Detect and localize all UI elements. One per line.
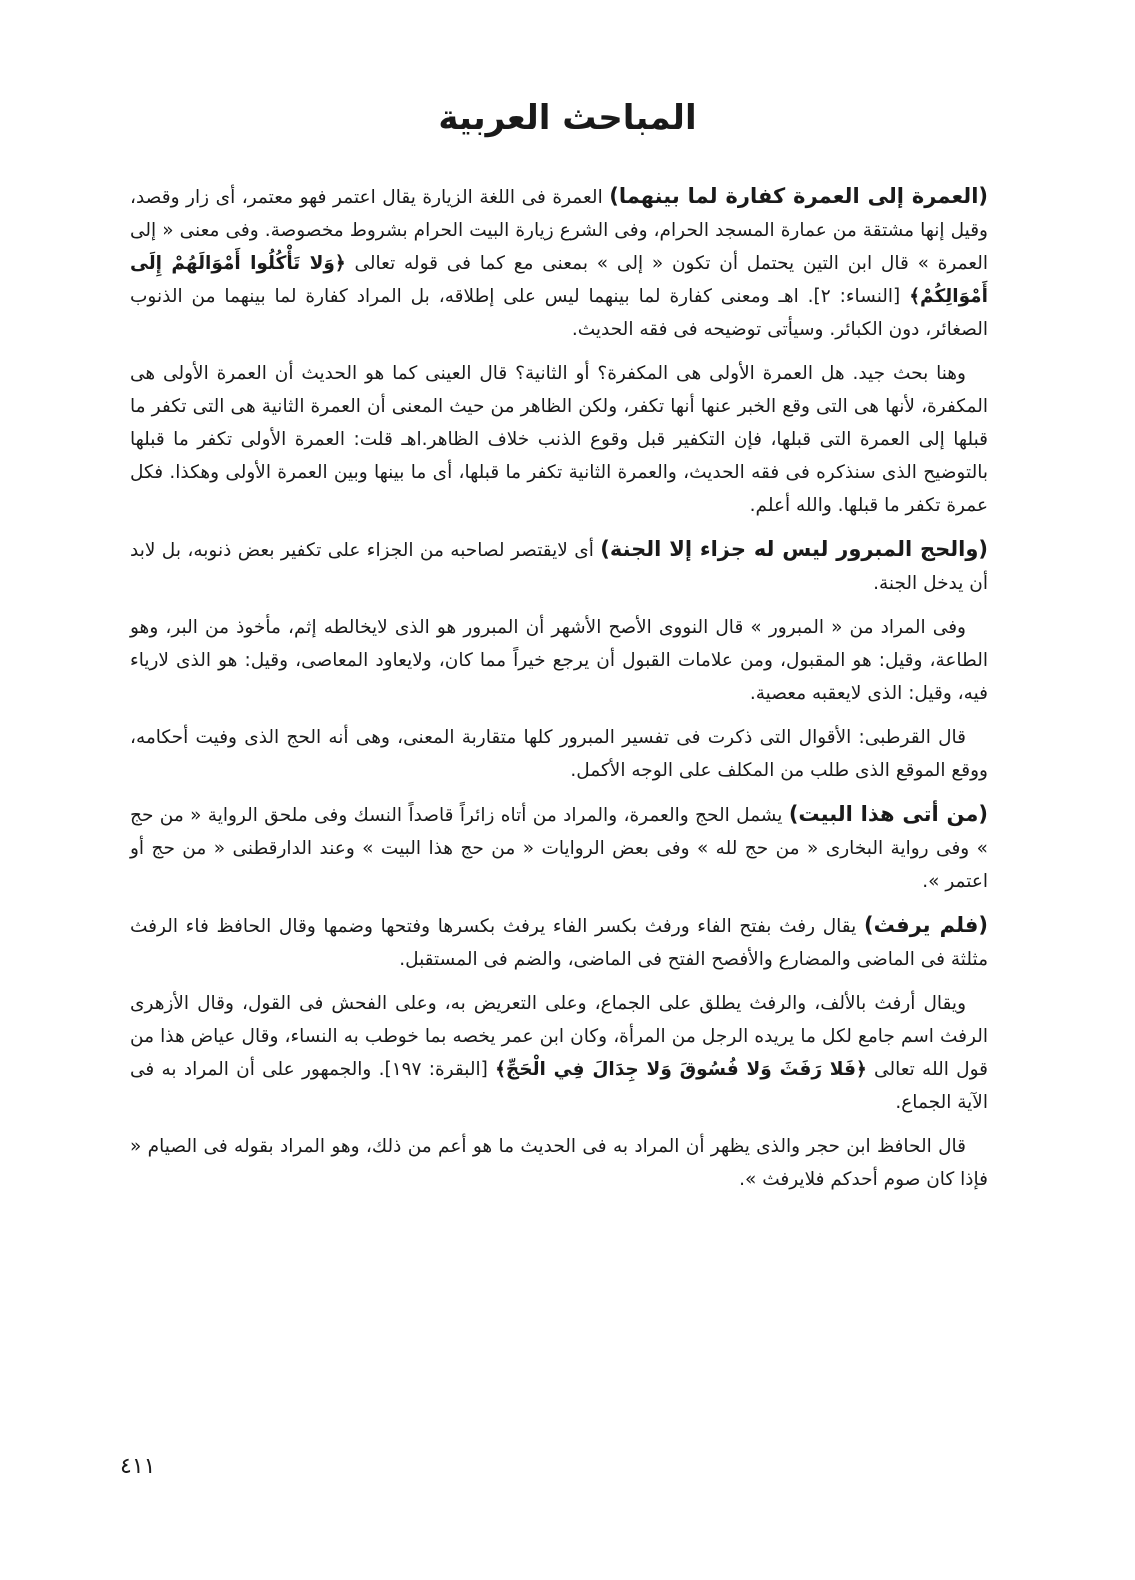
paragraph-text: يشمل الحج والعمرة، والمراد من أتاه زائراً قاصداً النسك وفى ملحق الرواية « من حج » وفى رواية البخارى « من حج لله » وفى بعض الروايات « من حج هذا البيت » وعند الدارقطنى « من حج أو اعتمر ». xyxy=(130,805,988,892)
paragraph-text: [النساء: ٢]. اهـ ومعنى كفارة لما بينهما ليس على إطلاقه، بل المراد كفارة لما بينهما من الذنوب الصغائر، دون الكبائر. وسيأتى توضيحه فى فقه الحديث. xyxy=(130,286,988,340)
body-text xyxy=(130,180,988,1207)
paragraph-visit-house xyxy=(130,798,988,898)
section-heading: (العمرة إلى العمرة كفارة لما بينهما) xyxy=(609,184,988,208)
paragraph-text: وهنا بحث جيد. هل العمرة الأولى هى المكفرة؟ أو الثانية؟ قال العينى كما هو الحديث أن العمرة الأولى هى المكفرة، لأنها هى التى وقع الخبر عنها أنها تكفر، ولكن الظاهر من حيث المعنى أن العمرة الثانية هى التى تكفر ما قبلها إلى العمرة التى قبلها، فإن التكفير قبل وقوع الذنب خلاف الظاهر.اهـ قلت: العمرة الأولى تكفر ما قبلها بالتوضيح الذى سنذكره فى فقه الحديث، والعمرة الثانية تكفر ما قبلها، أى ما بينها وبين العمرة الأولى وهكذا. فكل عمرة تكفر ما قبلها. والله أعلم. xyxy=(130,363,988,516)
section-heading: (من أتى هذا البيت) xyxy=(788,802,988,826)
paragraph-text: العمرة فى اللغة الزيارة يقال اعتمر فهو معتمر، أى زار وقصد، وقيل إنها مشتقة من عمارة المسجد الحرام، وفى الشرع زيارة البيت الحرام بشروط مخصوصة. وفى معنى « إلى العمرة » قال ابن التين يحتمل أن تكون « إلى » بمعنى مع كما فى قوله تعالى xyxy=(130,187,988,274)
paragraph-umrah xyxy=(130,180,988,346)
paragraph-text: [البقرة: ١٩٧]. والجمهور على أن المراد به فى الآية الجماع. xyxy=(130,1059,988,1113)
paragraph-hajj-mabrur xyxy=(130,533,988,600)
quran-verse: ﴿فَلا رَفَثَ وَلا فُسُوقَ وَلا جِدَالَ فِي الْحَجِّ﴾ xyxy=(495,1059,867,1080)
paragraph-text: قال القرطبى: الأقوال التى ذكرت فى تفسير المبرور كلها متقاربة المعنى، وهى أنه الحج الذى وفيت أحكامه، ووقع الموقع الذى طلب من المكلف على الوجه الأكمل. xyxy=(130,727,988,781)
paragraph-rafath-meaning xyxy=(130,987,988,1119)
paragraph-text: وفى المراد من « المبرور » قال النووى الأصح الأشهر أن المبرور هو الذى لايخالطه إثم، مأخوذ من البر، وهو الطاعة، وقيل: هو المقبول، ومن علامات القبول أن يرجع خيراً مما كان، ولايعاود المعاصى، وقيل: هو الذى لارياء فيه، وقيل: الذى لايعقبه معصية. xyxy=(130,617,988,704)
paragraph-qurtubi xyxy=(130,721,988,787)
paragraph-text: ويقال أرفث بالألف، والرفث يطلق على الجماع، وعلى التعريض به، وعلى الفحش فى القول، وقال الأزهرى الرفث اسم جامع لكل ما يريده الرجل من المرأة، وكان ابن عمر يخصه بما خوطب به النساء، وقال عياض هذا من قول الله تعالى xyxy=(130,993,988,1080)
page-title: المباحث العربية xyxy=(438,98,697,138)
paragraph-text: يقال رفث بفتح الفاء ورفث بكسر الفاء يرفث بكسرها وفتحها وضمها وقال الحافظ فاء الرفث مثلثة فى الماضى والمضارع والأفصح الفتح فى الماضى، والضم فى المستقبل. xyxy=(130,916,988,970)
quran-verse: ﴿وَلا تَأْكُلُوا أَمْوَالَهُمْ إِلَى أَمْوَالِكُمْ﴾ xyxy=(130,253,988,307)
page-number: ٤١١ xyxy=(120,1454,156,1479)
section-heading: (والحج المبرور ليس له جزاء إلا الجنة) xyxy=(600,537,988,561)
paragraph-rafath xyxy=(130,909,988,976)
section-heading: (فلم يرفث) xyxy=(863,913,988,937)
paragraph-text: قال الحافظ ابن حجر والذى يظهر أن المراد به فى الحديث ما هو أعم من ذلك، وهو المراد بقوله فى الصيام « فإذا كان صوم أحدكم فلايرفث ». xyxy=(130,1136,988,1190)
paragraph-text: أى لايقتصر لصاحبه من الجزاء على تكفير بعض ذنوبه، بل لابد أن يدخل الجنة. xyxy=(130,540,988,594)
paragraph-mabrur-meaning xyxy=(130,611,988,710)
paragraph-discussion xyxy=(130,357,988,522)
paragraph-ibn-hajar xyxy=(130,1130,988,1196)
